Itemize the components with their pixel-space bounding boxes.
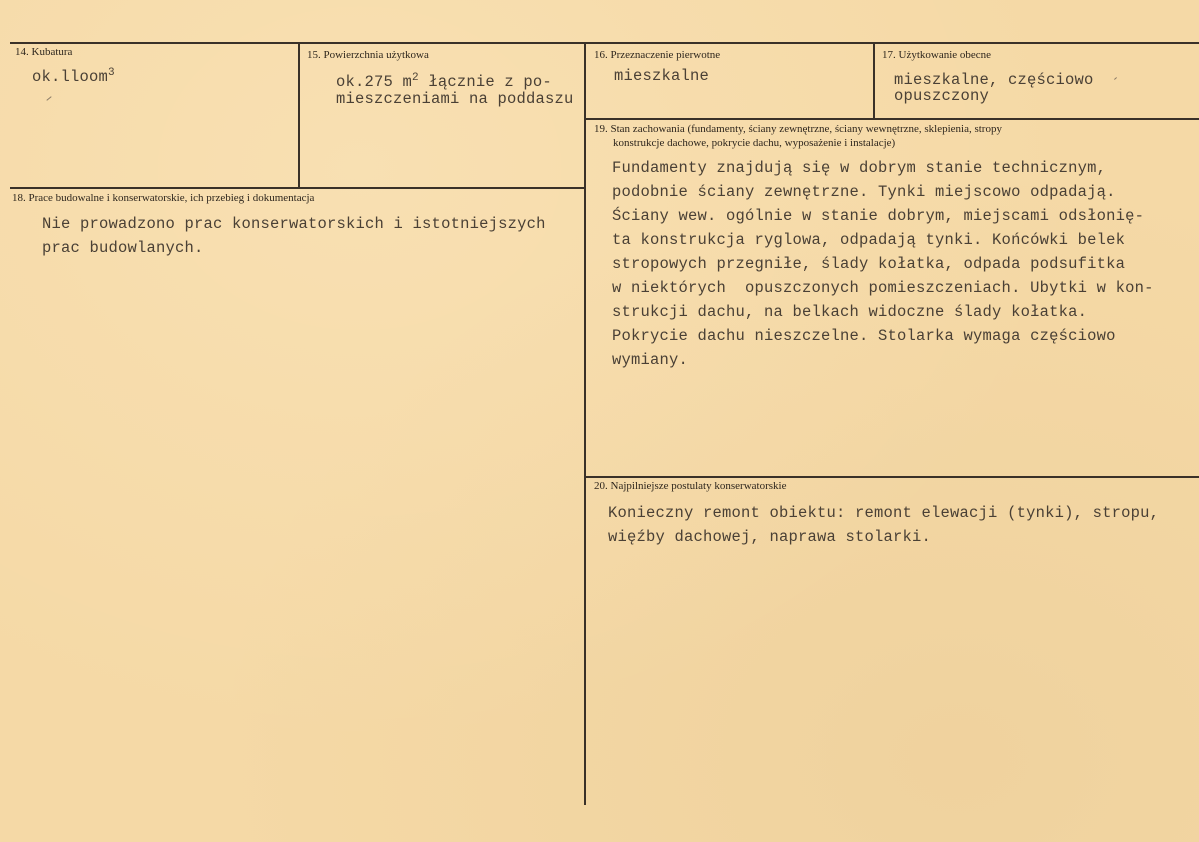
field-14-label: 14. Kubatura <box>15 46 73 58</box>
field-18-line-1: Nie prowadzono prac konserwatorskich i istotniejszych <box>42 215 546 233</box>
rule-below-16-17 <box>585 118 1199 120</box>
field-19-line-8: Pokrycie dachu nieszczelne. Stolarka wymaga częściowo <box>612 327 1116 345</box>
field-15-label: 15. Powierzchnia użytkowa <box>307 49 429 61</box>
field-20-line-2: więźby dachowej, naprawa stolarki. <box>608 528 932 546</box>
field-19-line-9: wymiany. <box>612 351 689 369</box>
field-20-label: 20. Najpilniejsze postulaty konserwatorskie <box>594 480 787 492</box>
field-16-value: mieszkalne <box>614 67 710 85</box>
field-19-label-line-1: 19. Stan zachowania (fundamenty, ściany zewnętrzne, ściany wewnętrzne, sklepienia, stropy <box>594 123 1002 135</box>
field-15-line-2: mieszczeniami na poddaszu <box>336 90 574 108</box>
pencil-mark <box>46 96 51 101</box>
field-19-line-1: Fundamenty znajdują się w dobrym stanie technicznym, <box>612 159 1107 177</box>
field-14-value: ok.lloom$^3$ <box>32 67 115 86</box>
field-15-line-1: ok.275 $m^2$ łącznie z po- <box>336 72 552 91</box>
field-19-line-6: w niektórych opuszczonych pomieszczeniach. Ubytki w kon- <box>612 279 1154 297</box>
top-rule <box>10 42 1199 44</box>
field-19-line-3: Ściany wew. ogólnie w stanie dobrym, miejscami odsłonię- <box>612 207 1145 225</box>
field-18-line-2: prac budowlanych. <box>42 239 204 257</box>
center-divider <box>584 43 586 805</box>
field-19-line-7: strukcji dachu, na belkach widoczne ślady kołatka. <box>612 303 1088 321</box>
field-17-label: 17. Użytkowanie obecne <box>882 49 992 61</box>
rule-above-20 <box>585 476 1199 478</box>
field-18-label: 18. Prace budowalne i konserwatorskie, ich przebieg i dokumentacja <box>12 192 315 204</box>
field-19-line-2: podobnie ściany zewnętrzne. Tynki miejscowo odpadają. <box>612 183 1116 201</box>
divider-16-17 <box>873 43 875 119</box>
field-16-label: 16. Przeznaczenie pierwotne <box>594 49 721 61</box>
divider-14-15 <box>298 43 300 188</box>
field-20-line-1: Konieczny remont obiektu: remont elewacji (tynki), stropu, <box>608 504 1160 522</box>
field-19-line-5: stropowych przegniłe, ślady kołatka, odpada podsufitka <box>612 255 1126 273</box>
field-19-line-4: ta konstrukcja ryglowa, odpadają tynki. Końcówki belek <box>612 231 1126 249</box>
field-17-line-2: opuszczony <box>894 87 990 105</box>
rule-above-18 <box>10 187 585 189</box>
pencil-mark-2 <box>1114 77 1117 80</box>
field-19-label-line-2: konstrukcje dachowe, pokrycie dachu, wyposażenie i instalacje) <box>613 137 896 149</box>
field-17-line-1: mieszkalne, częściowo <box>894 71 1094 89</box>
